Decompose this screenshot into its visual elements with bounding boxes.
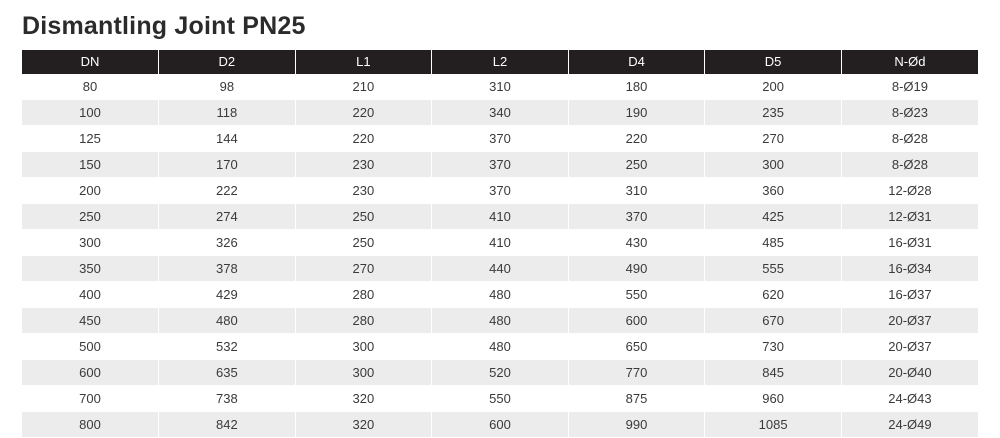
table-row	[22, 282, 978, 308]
cell-d2: 326	[159, 230, 296, 256]
table-row	[22, 412, 978, 438]
cell-d5: 485	[705, 230, 842, 256]
cell-d2: 118	[159, 100, 296, 126]
cell-l2: 340	[432, 100, 569, 126]
table-row	[22, 230, 978, 256]
cell-l1: 250	[295, 204, 432, 230]
cell-d2: 429	[159, 282, 296, 308]
column-header-dn: DN	[22, 50, 159, 74]
cell-l1: 300	[295, 334, 432, 360]
cell-l2: 440	[432, 256, 569, 282]
document-page	[0, 10, 1000, 432]
cell-nod: 16-Ø37	[841, 282, 978, 308]
cell-dn: 200	[22, 178, 159, 204]
cell-dn: 150	[22, 152, 159, 178]
cell-d2: 635	[159, 360, 296, 386]
table-header	[22, 50, 978, 74]
column-header-nod: N-Ød	[841, 50, 978, 74]
cell-d5: 620	[705, 282, 842, 308]
cell-nod: 8-Ø19	[841, 74, 978, 100]
cell-l1: 210	[295, 74, 432, 100]
cell-d2: 274	[159, 204, 296, 230]
cell-l2: 480	[432, 334, 569, 360]
cell-nod: 16-Ø34	[841, 256, 978, 282]
cell-d2: 222	[159, 178, 296, 204]
cell-nod: 24-Ø49	[841, 412, 978, 438]
cell-d2: 378	[159, 256, 296, 282]
cell-nod: 8-Ø28	[841, 126, 978, 152]
spec-table-container	[22, 50, 978, 438]
cell-d4: 220	[568, 126, 705, 152]
table-row	[22, 126, 978, 152]
column-header-d2: D2	[159, 50, 296, 74]
table-row	[22, 74, 978, 100]
cell-nod: 8-Ø23	[841, 100, 978, 126]
cell-nod: 16-Ø31	[841, 230, 978, 256]
cell-d4: 250	[568, 152, 705, 178]
cell-nod: 20-Ø37	[841, 334, 978, 360]
table-row	[22, 256, 978, 282]
cell-l2: 480	[432, 308, 569, 334]
page-title: Dismantling Joint PN25	[22, 12, 306, 40]
cell-d2: 532	[159, 334, 296, 360]
cell-d5: 960	[705, 386, 842, 412]
cell-d4: 990	[568, 412, 705, 438]
cell-l1: 300	[295, 360, 432, 386]
cell-l1: 220	[295, 100, 432, 126]
cell-d5: 270	[705, 126, 842, 152]
cell-l1: 250	[295, 230, 432, 256]
cell-d2: 98	[159, 74, 296, 100]
cell-d4: 190	[568, 100, 705, 126]
cell-nod: 12-Ø28	[841, 178, 978, 204]
cell-d2: 842	[159, 412, 296, 438]
column-header-d4: D4	[568, 50, 705, 74]
table-row	[22, 178, 978, 204]
cell-d5: 300	[705, 152, 842, 178]
table-row	[22, 152, 978, 178]
cell-l1: 280	[295, 308, 432, 334]
cell-dn: 80	[22, 74, 159, 100]
cell-l1: 220	[295, 126, 432, 152]
cell-d5: 360	[705, 178, 842, 204]
table-row	[22, 386, 978, 412]
cell-l2: 410	[432, 204, 569, 230]
cell-d2: 170	[159, 152, 296, 178]
cell-l2: 600	[432, 412, 569, 438]
cell-d5: 670	[705, 308, 842, 334]
cell-l2: 370	[432, 126, 569, 152]
cell-d5: 200	[705, 74, 842, 100]
column-header-l1: L1	[295, 50, 432, 74]
cell-d5: 555	[705, 256, 842, 282]
cell-d5: 1085	[705, 412, 842, 438]
cell-d4: 430	[568, 230, 705, 256]
cell-d5: 425	[705, 204, 842, 230]
table-row	[22, 100, 978, 126]
cell-d4: 550	[568, 282, 705, 308]
cell-l1: 280	[295, 282, 432, 308]
cell-dn: 350	[22, 256, 159, 282]
cell-l1: 320	[295, 412, 432, 438]
cell-nod: 24-Ø43	[841, 386, 978, 412]
cell-d2: 480	[159, 308, 296, 334]
table-header-row	[22, 50, 978, 74]
cell-d5: 730	[705, 334, 842, 360]
dismantling-joint-spec-table	[22, 50, 978, 438]
cell-l2: 370	[432, 178, 569, 204]
cell-nod: 12-Ø31	[841, 204, 978, 230]
cell-d4: 650	[568, 334, 705, 360]
cell-d4: 875	[568, 386, 705, 412]
cell-nod: 8-Ø28	[841, 152, 978, 178]
table-row	[22, 308, 978, 334]
table-body	[22, 74, 978, 438]
cell-d4: 490	[568, 256, 705, 282]
cell-nod: 20-Ø40	[841, 360, 978, 386]
cell-l2: 480	[432, 282, 569, 308]
cell-dn: 600	[22, 360, 159, 386]
cell-d4: 770	[568, 360, 705, 386]
table-row	[22, 204, 978, 230]
cell-d4: 180	[568, 74, 705, 100]
table-row	[22, 360, 978, 386]
cell-dn: 700	[22, 386, 159, 412]
cell-dn: 100	[22, 100, 159, 126]
cell-dn: 500	[22, 334, 159, 360]
cell-nod: 20-Ø37	[841, 308, 978, 334]
cell-dn: 450	[22, 308, 159, 334]
column-header-l2: L2	[432, 50, 569, 74]
column-header-d5: D5	[705, 50, 842, 74]
cell-d4: 370	[568, 204, 705, 230]
cell-l2: 410	[432, 230, 569, 256]
cell-l2: 370	[432, 152, 569, 178]
cell-l2: 520	[432, 360, 569, 386]
cell-l1: 320	[295, 386, 432, 412]
cell-l2: 550	[432, 386, 569, 412]
cell-dn: 400	[22, 282, 159, 308]
cell-dn: 300	[22, 230, 159, 256]
cell-dn: 125	[22, 126, 159, 152]
cell-d5: 845	[705, 360, 842, 386]
cell-d4: 600	[568, 308, 705, 334]
cell-dn: 800	[22, 412, 159, 438]
cell-l1: 230	[295, 152, 432, 178]
cell-l1: 230	[295, 178, 432, 204]
cell-d4: 310	[568, 178, 705, 204]
cell-d5: 235	[705, 100, 842, 126]
cell-dn: 250	[22, 204, 159, 230]
cell-l2: 310	[432, 74, 569, 100]
table-row	[22, 334, 978, 360]
cell-l1: 270	[295, 256, 432, 282]
cell-d2: 144	[159, 126, 296, 152]
cell-d2: 738	[159, 386, 296, 412]
